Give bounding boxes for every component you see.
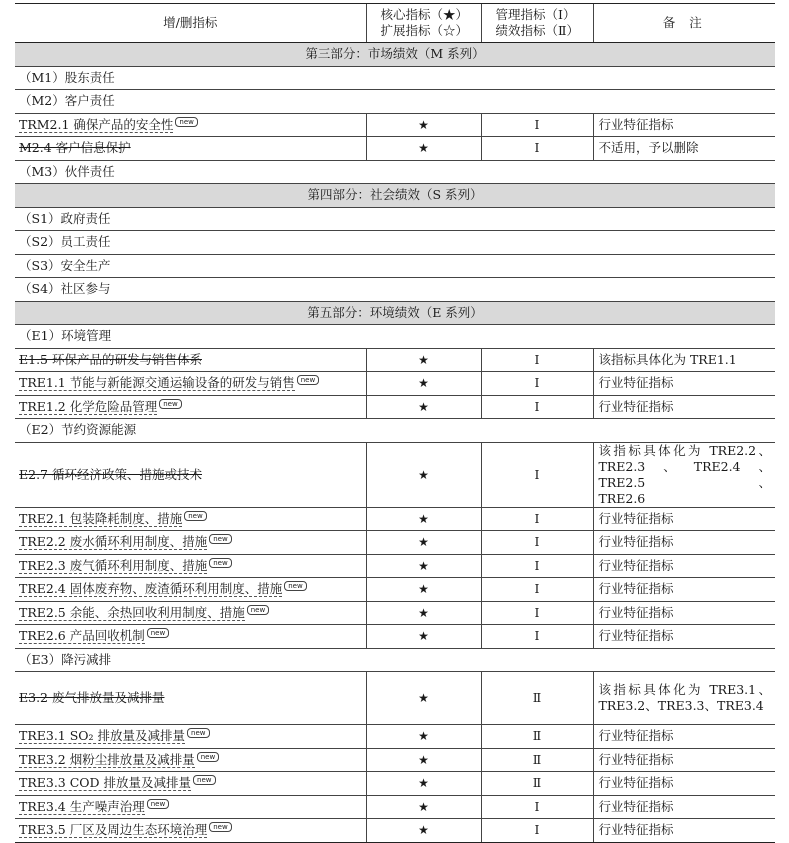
subsection-row: [15, 419, 775, 443]
remark-cell: 该指标具体化为 TRE1.1: [593, 348, 775, 372]
subsection-title: （S3）安全生产: [15, 254, 775, 278]
subsection-row: [15, 648, 775, 672]
indicator-label: TRE2.5 余能、余热回收利用制度、措施: [19, 604, 245, 620]
indicator-level: Ⅱ: [481, 725, 593, 749]
indicator-cell: [15, 372, 366, 396]
indicator-cell: [15, 348, 366, 372]
core-indicator-star: ★: [366, 442, 481, 507]
core-indicator-star: ★: [366, 795, 481, 819]
core-indicator-star: ★: [366, 348, 481, 372]
indicator-cell: [15, 554, 366, 578]
indicator-row: [15, 672, 775, 725]
indicator-cell: [15, 795, 366, 819]
indicator-level: Ⅰ: [481, 578, 593, 602]
core-indicator-star: ★: [366, 372, 481, 396]
remark-text-continued: TRE3.2、TRE3.3、TRE3.4: [598, 698, 764, 713]
core-indicator-star: ★: [366, 672, 481, 725]
subsection-title: （M3）伙伴责任: [15, 160, 775, 184]
indicator-label: TRE2.2 废水循环利用制度、措施: [19, 534, 208, 550]
remark-cell: 行业特征指标: [593, 601, 775, 625]
new-badge: new: [193, 775, 215, 785]
indicator-row: [15, 531, 775, 555]
subsection-title: （E3）降污减排: [15, 648, 775, 672]
indicator-cell: [15, 395, 366, 419]
subsection-row: [15, 278, 775, 302]
subsection-row: [15, 325, 775, 349]
indicator-row: [15, 795, 775, 819]
header-management-performance: [481, 4, 593, 43]
table-body: [15, 43, 775, 843]
subsection-title: （M2）客户责任: [15, 90, 775, 114]
new-badge: new: [284, 581, 306, 591]
new-badge: new: [147, 628, 169, 638]
indicator-level: Ⅰ: [481, 554, 593, 578]
indicator-cell: [15, 672, 366, 725]
header-performance-label: 绩效指标（Ⅱ）: [495, 23, 579, 38]
indicator-level: Ⅰ: [481, 395, 593, 419]
remark-cell: 行业特征指标: [593, 395, 775, 419]
indicator-level: Ⅱ: [481, 772, 593, 796]
indicator-level: Ⅰ: [481, 601, 593, 625]
indicator-table: [15, 3, 775, 843]
indicator-row: [15, 137, 775, 161]
deleted-indicator-label: E2.7 循环经济政策、措施或技术: [19, 466, 202, 482]
indicator-cell: [15, 442, 366, 507]
new-badge: new: [247, 605, 269, 615]
subsection-row: [15, 66, 775, 90]
indicator-row: [15, 601, 775, 625]
section-title: 第三部分：市场绩效（M 系列）: [15, 43, 775, 67]
new-badge: new: [147, 799, 169, 809]
remark-cell: 行业特征指标: [593, 554, 775, 578]
indicator-row: [15, 507, 775, 531]
indicator-level: Ⅰ: [481, 795, 593, 819]
subsection-row: [15, 207, 775, 231]
indicator-level: Ⅰ: [481, 531, 593, 555]
subsection-title: （S4）社区参与: [15, 278, 775, 302]
core-indicator-star: ★: [366, 578, 481, 602]
header-remarks: 备注: [593, 4, 775, 43]
indicator-cell: [15, 725, 366, 749]
subsection-title: （M1）股东责任: [15, 66, 775, 90]
remark-cell: 行业特征指标: [593, 725, 775, 749]
header-core-extended: [366, 4, 481, 43]
remark-cell: 行业特征指标: [593, 748, 775, 772]
indicator-cell: [15, 531, 366, 555]
new-badge: new: [175, 117, 197, 127]
core-indicator-star: ★: [366, 113, 481, 137]
subsection-row: [15, 160, 775, 184]
new-badge: new: [197, 752, 219, 762]
remark-text: 该指标具体化为 TRE2.2、TRE2.3、TRE2.4、TRE2.5、: [598, 442, 771, 490]
indicator-label: TRE1.1 节能与新能源交通运输设备的研发与销售: [19, 375, 295, 391]
indicator-level: Ⅰ: [481, 348, 593, 372]
core-indicator-star: ★: [366, 748, 481, 772]
indicator-row: [15, 625, 775, 649]
indicator-cell: [15, 113, 366, 137]
indicator-label: TRE2.4 固体废弃物、废渣循环利用制度、措施: [19, 581, 283, 597]
subsection-row: [15, 254, 775, 278]
remark-cell: 行业特征指标: [593, 772, 775, 796]
indicator-row: [15, 372, 775, 396]
deleted-indicator-label: M2.4 客户信息保护: [19, 140, 131, 156]
indicator-level: Ⅰ: [481, 113, 593, 137]
core-indicator-star: ★: [366, 725, 481, 749]
indicator-cell: [15, 748, 366, 772]
indicator-label: TRE2.6 产品回收机制: [19, 628, 145, 644]
indicator-label: TRE2.1 包装降耗制度、措施: [19, 510, 183, 526]
remark-cell: 行业特征指标: [593, 795, 775, 819]
header-indicator: 增/删指标: [15, 4, 366, 43]
core-indicator-star: ★: [366, 625, 481, 649]
new-badge: new: [184, 511, 206, 521]
indicator-cell: [15, 819, 366, 843]
indicator-cell: [15, 772, 366, 796]
core-indicator-star: ★: [366, 531, 481, 555]
remark-text-continued: TRE2.6: [598, 490, 646, 506]
indicator-level: Ⅰ: [481, 507, 593, 531]
indicator-row: [15, 725, 775, 749]
remark-cell: 行业特征指标: [593, 819, 775, 843]
remark-cell: 行业特征指标: [593, 507, 775, 531]
remark-cell: 行业特征指标: [593, 113, 775, 137]
indicator-level: Ⅰ: [481, 372, 593, 396]
indicator-level: Ⅱ: [481, 672, 593, 725]
indicator-row: [15, 395, 775, 419]
indicator-row: [15, 748, 775, 772]
section-header-row: [15, 301, 775, 325]
header-core-label: 核心指标（★）: [380, 7, 469, 22]
new-badge: new: [209, 822, 231, 832]
indicator-row: [15, 819, 775, 843]
deleted-indicator-label: E1.5 环保产品的研发与销售体系: [19, 351, 202, 367]
indicator-cell: [15, 137, 366, 161]
core-indicator-star: ★: [366, 507, 481, 531]
section-header-row: [15, 184, 775, 208]
indicator-label: TRE3.2 烟粉尘排放量及减排量: [19, 751, 195, 767]
remark-cell: [593, 442, 775, 507]
subsection-title: （S1）政府责任: [15, 207, 775, 231]
new-badge: new: [159, 399, 181, 409]
section-title: 第五部分：环境绩效（E 系列）: [15, 301, 775, 325]
core-indicator-star: ★: [366, 137, 481, 161]
indicator-row: [15, 578, 775, 602]
indicator-row: [15, 772, 775, 796]
core-indicator-star: ★: [366, 395, 481, 419]
indicator-label: TRE2.3 废气循环利用制度、措施: [19, 557, 208, 573]
indicator-label: TRE3.1 SO₂ 排放量及减排量: [19, 728, 186, 744]
indicator-row: [15, 113, 775, 137]
section-header-row: [15, 43, 775, 67]
indicator-row: [15, 442, 775, 507]
remark-cell: 行业特征指标: [593, 578, 775, 602]
remark-cell: 行业特征指标: [593, 625, 775, 649]
subsection-title: （S2）员工责任: [15, 231, 775, 255]
header-extended-label: 扩展指标（☆）: [380, 23, 469, 38]
new-badge: new: [209, 558, 231, 568]
indicator-cell: [15, 578, 366, 602]
indicator-level: Ⅰ: [481, 442, 593, 507]
indicator-level: Ⅰ: [481, 819, 593, 843]
indicator-level: Ⅰ: [481, 625, 593, 649]
deleted-indicator-label: E3.2 废气排放量及减排量: [19, 690, 165, 705]
subsection-row: [15, 90, 775, 114]
core-indicator-star: ★: [366, 601, 481, 625]
remark-cell: 行业特征指标: [593, 531, 775, 555]
indicator-label: TRM2.1 确保产品的安全性: [19, 116, 174, 132]
new-badge: new: [297, 375, 319, 385]
remark-cell: [593, 672, 775, 725]
remark-cell: 行业特征指标: [593, 372, 775, 396]
table-header-row: [15, 4, 775, 43]
indicator-cell: [15, 601, 366, 625]
indicator-label: TRE3.5 厂区及周边生态环境治理: [19, 822, 208, 838]
header-management-label: 管理指标（Ⅰ）: [495, 7, 576, 22]
new-badge: new: [209, 534, 231, 544]
section-title: 第四部分：社会绩效（S 系列）: [15, 184, 775, 208]
remark-text: 该指标具体化为 TRE3.1、: [598, 682, 771, 697]
core-indicator-star: ★: [366, 772, 481, 796]
indicator-cell: [15, 507, 366, 531]
subsection-title: （E2）节约资源能源: [15, 419, 775, 443]
subsection-title: （E1）环境管理: [15, 325, 775, 349]
indicator-cell: [15, 625, 366, 649]
indicator-row: [15, 348, 775, 372]
core-indicator-star: ★: [366, 554, 481, 578]
indicator-row: [15, 554, 775, 578]
subsection-row: [15, 231, 775, 255]
core-indicator-star: ★: [366, 819, 481, 843]
new-badge: new: [187, 728, 209, 738]
indicator-level: Ⅱ: [481, 748, 593, 772]
indicator-label: TRE3.4 生产噪声治理: [19, 798, 145, 814]
indicator-label: TRE3.3 COD 排放量及减排量: [19, 775, 192, 791]
indicator-label: TRE1.2 化学危险品管理: [19, 398, 158, 414]
indicator-level: Ⅰ: [481, 137, 593, 161]
remark-cell: 不适用，予以删除: [593, 137, 775, 161]
